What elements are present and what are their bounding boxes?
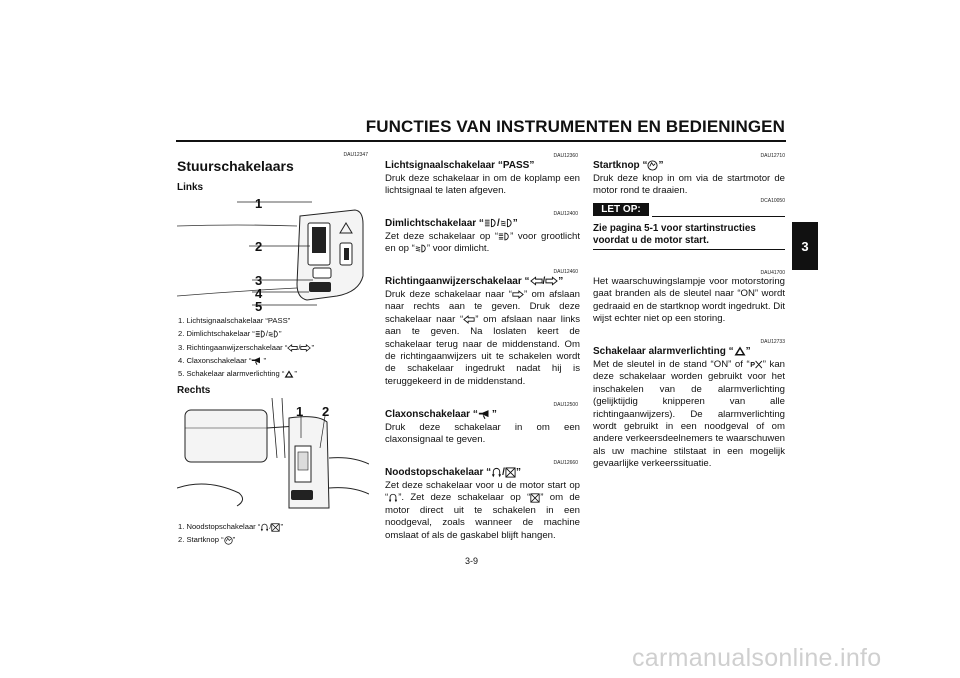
reference-code: DAU12347 xyxy=(343,152,368,158)
caption-item: 5. Schakelaar alarmverlichting “ ” xyxy=(178,369,297,379)
page-number: 3-9 xyxy=(465,556,479,566)
reference-code: DAU12460 xyxy=(553,269,578,275)
paragraph-warning-light: Het waarschuwingslampje voor motorstoring gaat branden als de sleutel naar “ON” wordt gedraaid en de startknop wordt ingedrukt. Dit wijst echter niet op een storing. xyxy=(593,276,785,325)
callout-1: 1 xyxy=(255,196,263,211)
heading-horn: Claxonschakelaar “ ” xyxy=(385,409,497,420)
subheading-links: Links xyxy=(177,182,204,193)
reference-code: DAU12733 xyxy=(760,339,785,345)
start-icon xyxy=(224,536,233,545)
heading-dim: Dimlichtschakelaar “ / ” xyxy=(385,218,518,229)
caption-item: 2. Startknop “ ” xyxy=(178,535,236,545)
caption-list-links xyxy=(178,314,314,380)
caption-item: 1. Lichtsignaalschakelaar “PASS” xyxy=(178,316,291,325)
low-beam-icon xyxy=(268,330,279,338)
paragraph-stop: Zet deze schakelaar voor u de motor start op “ ”. Zet deze schakelaar op “ ” om de motor direct uit te schakelen in een noodgeval, zoals wanneer de machine omslaat of als de gaskabel blijft hangen. xyxy=(385,480,580,541)
caution-label: LET OP: xyxy=(593,203,649,216)
heading-hazard: Schakelaar alarmverlichting “ ” xyxy=(593,346,751,357)
page-header-title: FUNCTIES VAN INSTRUMENTEN EN BEDIENINGEN xyxy=(365,117,785,136)
watermark: carmanualsonline.info xyxy=(632,644,882,672)
reference-code: DAU12660 xyxy=(553,460,578,466)
horn-icon xyxy=(478,410,492,419)
engine-run-icon xyxy=(388,493,398,503)
high-beam-icon xyxy=(484,218,497,228)
reference-code: DAU41700 xyxy=(760,270,785,276)
caption-item: 4. Claxonschakelaar “ ” xyxy=(178,355,266,365)
high-beam-icon xyxy=(498,232,510,241)
reference-code: DCA10050 xyxy=(760,198,785,204)
low-beam-icon xyxy=(415,244,427,253)
subheading-rechts: Rechts xyxy=(177,385,211,396)
start-icon xyxy=(647,160,658,171)
hazard-icon xyxy=(284,370,294,378)
callout-1: 1 xyxy=(296,404,304,419)
callout-3: 3 xyxy=(255,273,263,288)
right-handlebar-illustration xyxy=(177,398,369,513)
reference-code: DAU12710 xyxy=(760,153,785,159)
header-rule xyxy=(176,140,786,142)
engine-run-icon xyxy=(491,467,502,478)
paragraph-hazard: Met de sleutel in de stand “ON” of “ ” kan deze schakelaar worden gebruikt voor het inschakelen van de alarmverlichting (gelijktijdig knipperen van alle richtingaanwijzers). De alarmverlichting wordt gebruikt in een noodgeval of om andere verkeersdeelnemers te waarschuwen als uw machine stilstaat in een mogelijk gevaarlijke verkeerssituatie. xyxy=(593,359,785,470)
callout-2: 2 xyxy=(322,404,330,419)
heading-turn: Richtingaanwijzerschakelaar “ / ” xyxy=(385,276,564,287)
reference-code: DAU12360 xyxy=(553,153,578,159)
turn-left-icon xyxy=(287,344,298,352)
high-beam-icon xyxy=(255,330,266,338)
caption-item: 3. Richtingaanwijzerschakelaar “ / ” xyxy=(178,342,314,352)
caution-text: Zie pagina 5-1 voor startinstructies voordat u de motor start. xyxy=(593,223,756,246)
paragraph-horn: Druk deze schakelaar in om een claxonsignaal te geven. xyxy=(385,422,580,446)
engine-stop-icon xyxy=(505,467,516,478)
heading-stop: Noodstopschakelaar “ / ” xyxy=(385,467,521,479)
turn-right-icon xyxy=(545,276,558,286)
reference-code: DAU12500 xyxy=(553,402,578,408)
callout-2: 2 xyxy=(255,239,263,254)
caution-rule-bottom xyxy=(593,249,785,250)
chapter-tab: 3 xyxy=(792,222,818,270)
turn-left-icon xyxy=(463,315,475,324)
engine-stop-icon xyxy=(530,493,540,503)
section-title: Stuurschakelaars xyxy=(177,158,294,174)
engine-run-icon xyxy=(260,523,269,532)
horn-icon xyxy=(251,357,263,365)
paragraph-turn: Druk deze schakelaar naar “ ” om afslaan naar rechts aan te geven. Druk deze schakelaar naar “ ” om afslaan naar links aan te geven. Na loslaten keert de schakelaar terug naar de middenstand. Om de richtingaanwijzers uit te schakelen wordt de schakelaar ingedrukt nadat hij is teruggekeerd in de middenstand. xyxy=(385,289,581,387)
parking-icon xyxy=(750,360,763,369)
turn-right-icon xyxy=(512,290,524,299)
left-handlebar-illustration xyxy=(177,196,369,310)
turn-right-icon xyxy=(300,344,311,352)
paragraph-pass: Druk deze schakelaar in om de koplamp een lichtsignaal te laten afgeven. xyxy=(385,173,580,197)
low-beam-icon xyxy=(500,218,513,228)
caution-rule xyxy=(652,216,785,217)
callout-4: 4 xyxy=(255,286,263,301)
caption-list-rechts xyxy=(178,520,283,547)
caption-item: 2. Dimlichtschakelaar “ / ” xyxy=(178,329,282,339)
hazard-icon xyxy=(734,346,746,356)
heading-pass: Lichtsignaalschakelaar “PASS” xyxy=(385,160,535,171)
paragraph-start: Druk deze knop in om via de startmotor de motor rond te draaien. xyxy=(593,173,785,197)
turn-left-icon xyxy=(530,276,543,286)
callout-5: 5 xyxy=(255,299,263,314)
reference-code: DAU12400 xyxy=(553,211,578,217)
caption-item: 1. Noodstopschakelaar “ / ” xyxy=(178,522,283,531)
heading-start: Startknop “ ” xyxy=(593,160,664,172)
paragraph-dim: Zet deze schakelaar op “ ” voor grootlicht en op “ ” voor dimlicht. xyxy=(385,231,580,255)
